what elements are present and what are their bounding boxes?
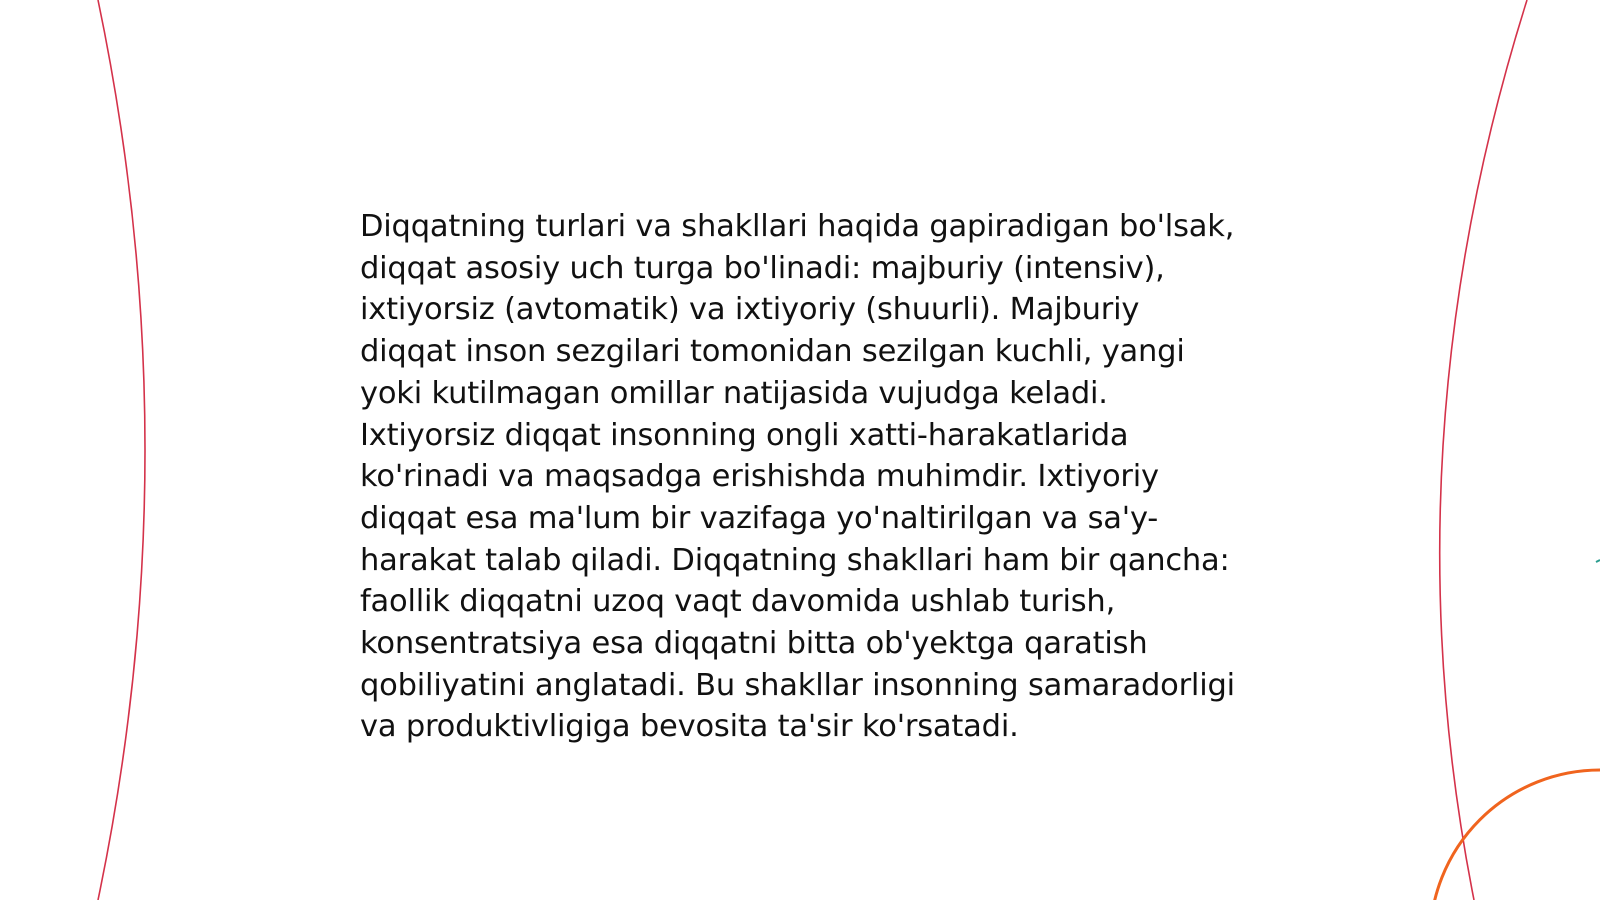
left-arc-decoration — [98, 0, 145, 900]
right-arc-decoration — [1440, 0, 1527, 900]
body-paragraph: Diqqatning turlari va shakllari haqida gapiradigan bo'lsak, diqqat asosiy uch turga bo'linadi: majburiy (intensiv), ixtiyorsiz (avtomatik) va ixtiyoriy (shuurli). Majburiy diqqat inson sezgilari tomonidan sezilgan kuchli, yangi yoki kutilmagan omillar natijasida vujudga keladi. Ixtiyorsiz diqqat insonning ongli xatti-harakatlarida ko'rinadi va maqsadga erishishda muhimdir. Ixtiyoriy diqqat esa ma'lum bir vazifaga yo'naltirilgan va sa'y-harakat talab qiladi. Diqqatning shakllari ham bir qancha: faollik diqqatni uzoq vaqt davomida ushlab turish, konsentratsiya esa diqqatni bitta ob'yektga qaratish qobiliyatini anglatadi. Bu shakllar insonning samaradorligi va produktivligiga bevosita ta'sir ko'rsatadi. — [360, 209, 1235, 745]
teal-mark-decoration — [1596, 560, 1600, 562]
